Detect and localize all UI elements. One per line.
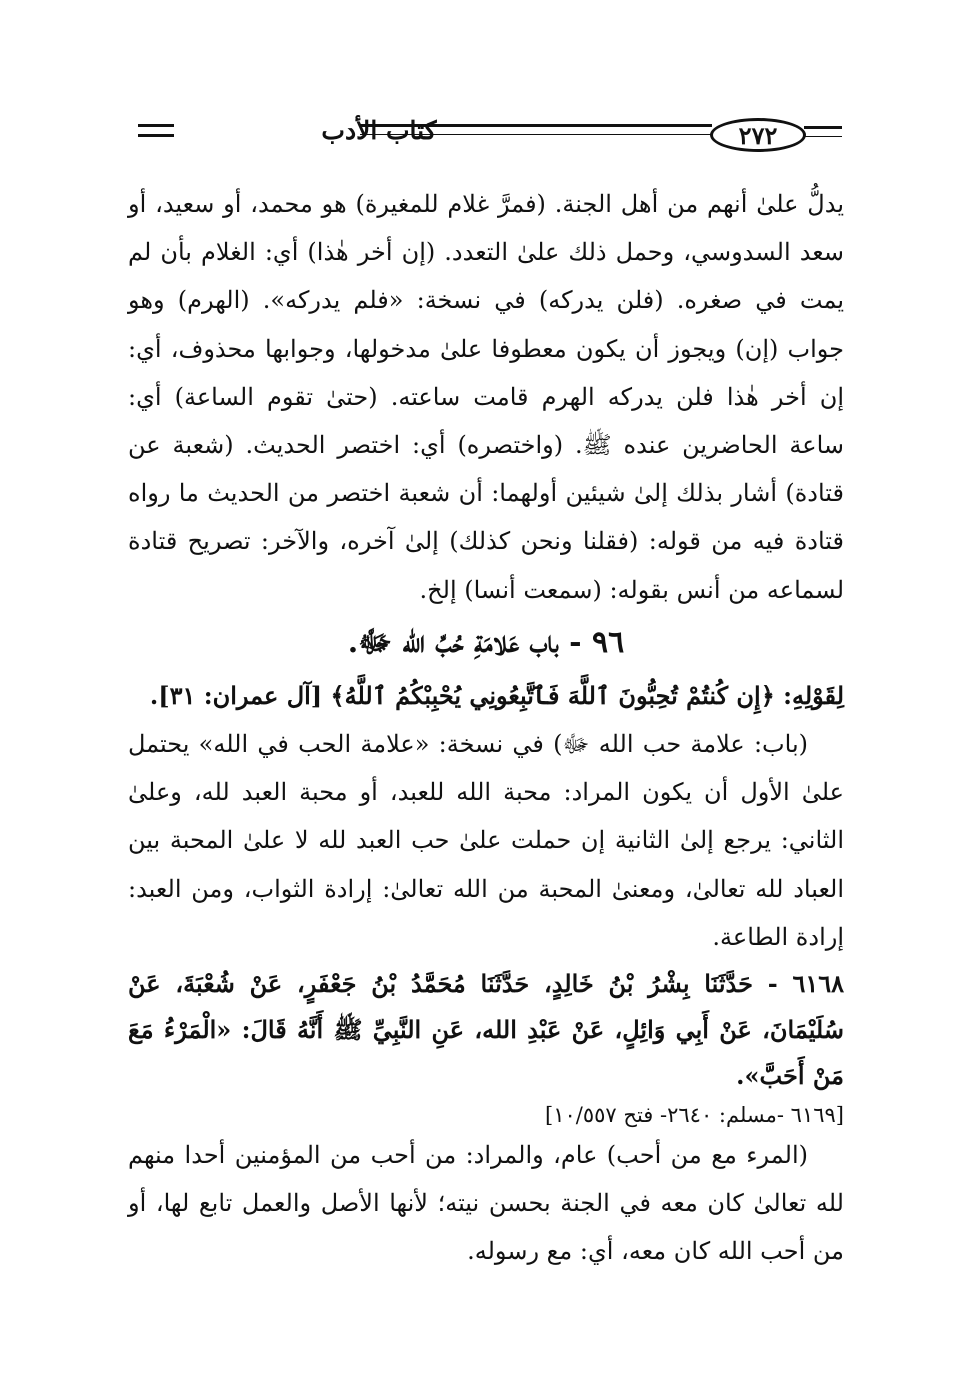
- commentary-paragraph: (باب: علامة حب الله ﷻ) في نسخة: «علامة الحب في الله» يحتمل علىٰ الأول أن يكون المراد: محبة الله للعبد، أو محبة العبد لله، وعلىٰ الثاني: يرجع إلىٰ الثانية إن حملت علىٰ حب العبد لله لا علىٰ المحبة بين العباد لله تعالىٰ، ومعنىٰ المحبة من الله تعالىٰ: إرادة الثواب، ومن العبد: إرادة الطاعة.: [128, 730, 844, 951]
- hadith-text: ٦١٦٨ - حَدَّثَنَا بِشْرُ بْنُ خَالِدٍ، حَدَّثَنَا مُحَمَّدُ بْنُ جَعْفَرٍ، عَنْ شُعْبَةَ، عَنْ سُلَيْمَانَ، عَنْ أَبِي وَائِلٍ، عَنْ عَبْدِ الله، عَنِ النَّبِيِّ ﷺ أَنَّهُ قَالَ: «الْمَرْءُ مَعَ مَنْ أَحَبَّ».: [128, 969, 844, 1091]
- header-rule-left: [138, 124, 174, 127]
- hadith-reference: [٦١٦٩ -مسلم: ٢٦٤٠- فتح ١٠/٥٥٧]: [545, 1103, 844, 1128]
- main-text: [128, 180, 844, 1276]
- book-title: كتاب الأدب: [321, 116, 437, 145]
- quran-verse-line: لِقَوْلِهِ: ﴿إِن كُنتُمْ تُحِبُّونَ ٱللَّهَ فَٱتَّبِعُونِي يُحْبِبْكُمُ ٱللَّهُ﴾ [آل عمران: ٣١].: [149, 680, 844, 710]
- page-number: ٢٧٢: [710, 118, 806, 152]
- commentary-paragraph: يدلُّ علىٰ أنهم من أهل الجنة. (فمرَّ غلام للمغيرة) هو محمد، أو سعيد، أو سعد السدوسي، وحمل ذلك علىٰ التعدد. (إن أخر هٰذا) أي: الغلام بأن لم يمت في صغره. (فلن يدركه) في نسخة: «فلم يدركه». (الهرم) وهو جواب (إن) ويجوز أن يكون معطوفا علىٰ مدخولها، وجوابها محذوف، أي: إن أخر هٰذا فلن يدركه الهرم قامت ساعته. (حتىٰ تقوم الساعة) أي: ساعة الحاضرين عنده ﷺ. (واختصره) أي: اختصر الحديث. (شعبة عن قتادة) أشار بذلك إلىٰ شيئين أولهما: أن شعبة اختصر من الحديث ما رواه قتادة فيه من قوله: (فقلنا ونحن كذلك) إلىٰ آخره، والآخر: تصريح قتادة لسماعه من أنس بقوله: (سمعت أنسا) إلخ.: [128, 190, 844, 604]
- header-rule-left: [138, 134, 174, 137]
- header-rule-right: [804, 126, 842, 129]
- chapter-heading: ٩٦ - باب عَلامَةِ حُبِّ الله ﷻ.: [347, 624, 625, 660]
- running-header: [120, 112, 842, 156]
- header-rule-right: [804, 136, 842, 137]
- commentary-paragraph: (المرء مع من أحب) عام، والمراد: من أحب من المؤمنين أحدا منهم لله تعالىٰ كان معه في الجنة بحسن نيته؛ لأنها الأصل والعمل تابع لها، أو من أحب الله كان معه، أي: مع رسوله.: [128, 1141, 844, 1266]
